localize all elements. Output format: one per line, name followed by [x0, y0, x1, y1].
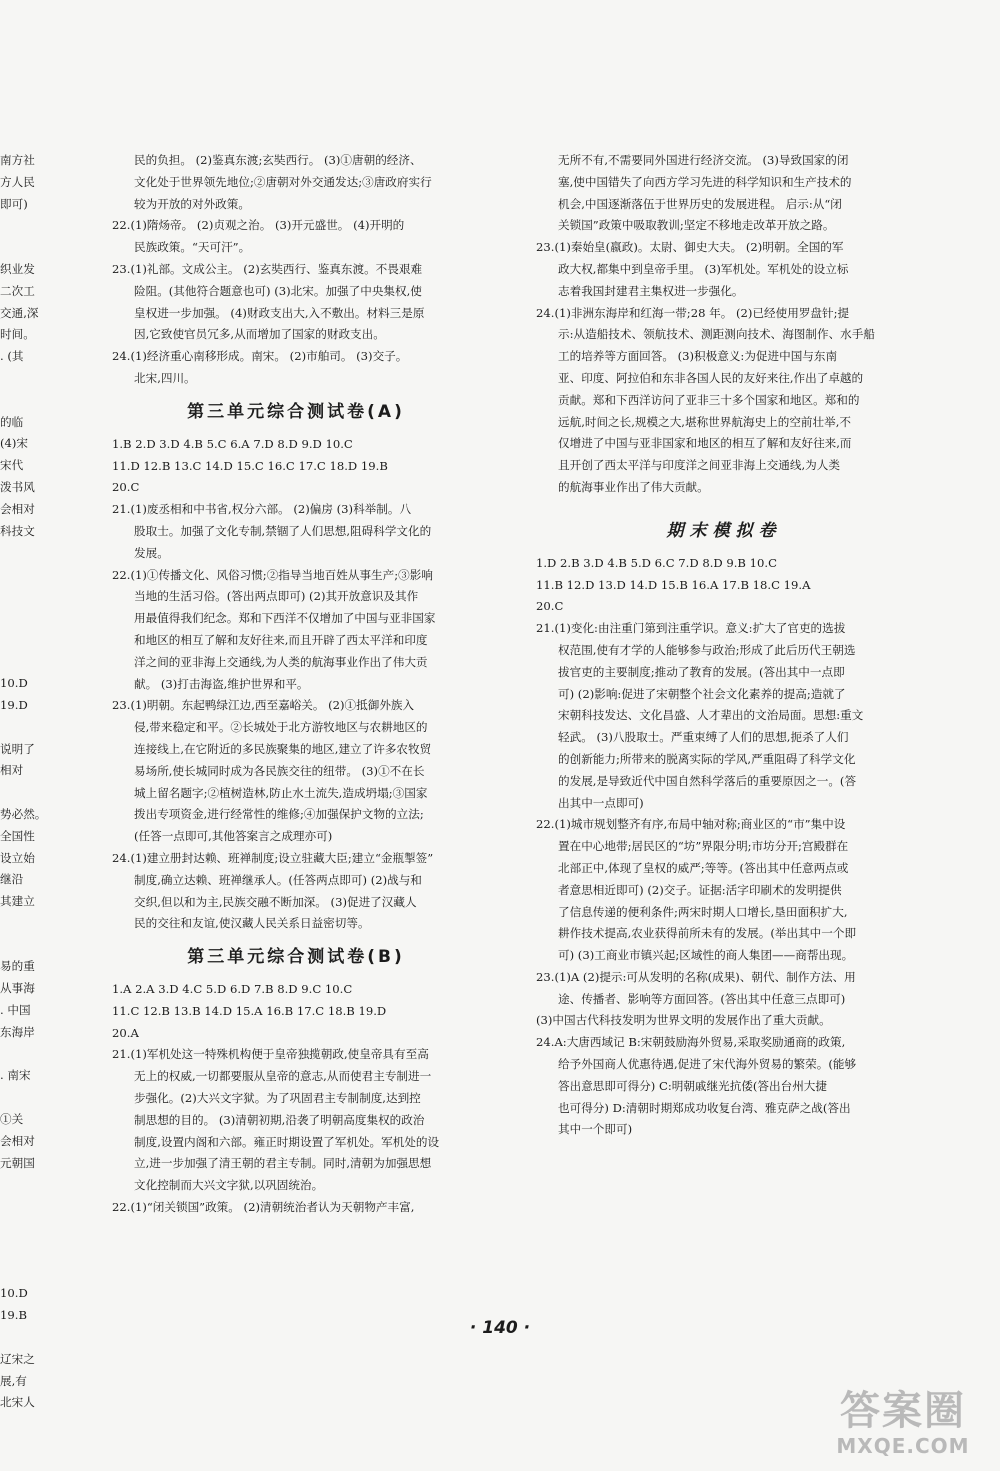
left-fragment-line: ①关 [0, 1112, 24, 1127]
text-line: 志着我国封建君主集权进一步强化。 [558, 283, 744, 298]
text-line: 20.A [112, 1025, 139, 1040]
text-line: 11.C 12.B 13.B 14.D 15.A 16.B 17.C 18.B 19.D [112, 1003, 387, 1018]
text-line: 21.(1)军机处这一特殊机构便于皇帝独揽朝政,使皇帝具有至高 [112, 1047, 429, 1062]
left-fragment-line: 辽宋之 [0, 1351, 35, 1366]
text-line: 和地区的相互了解和友好往来,而且开辟了西太平洋和印度 [134, 632, 428, 647]
left-fragment-line: 二次工 [0, 283, 35, 298]
text-line: 侵,带来稳定和平。②长城处于北方游牧地区与农耕地区的 [134, 720, 428, 735]
text-line: 的发展,是导致近代中国自然科学落后的重要原因之一。(答 [558, 773, 857, 788]
left-fragment-line: 宋代 [0, 458, 24, 473]
left-fragment-line: 10.D [0, 1286, 28, 1301]
left-fragment-line [0, 782, 52, 804]
left-fragment-line [0, 1196, 52, 1218]
text-line: 仅增进了中国与亚非国家和地区的相互了解和友好往来,而 [558, 436, 852, 451]
left-fragment-line: 展,有 [0, 1373, 27, 1388]
text-line: 文化控制而大兴文字狱,以巩固统治。 [134, 1178, 324, 1193]
left-fragment-line [0, 651, 52, 673]
text-line: 贡献。郑和下西洋访问了亚非三十多个国家和地区。郑和的 [558, 392, 860, 407]
text-line: 给予外国商人优惠待遇,促进了宋代海外贸易的繁荣。(能够 [558, 1057, 857, 1072]
text-line: 24.(1)经济重心南移形成。南宋。 (2)市舶司。 (3)交子。 [112, 349, 408, 364]
text-line: 途、传播者、影响等方面回答。(答出其中任意三点即可) [558, 991, 846, 1006]
left-fragment-line [0, 1240, 52, 1262]
text-line: 险阻。(其他符合题意也可) (3)北宋。加强了中央集权,使 [134, 283, 422, 298]
left-fragment-line: 交通,深 [0, 305, 39, 320]
left-fragment-line: (4)宋 [0, 436, 29, 451]
left-fragment-line [0, 390, 52, 412]
left-fragment-line: 全国性 [0, 828, 35, 843]
text-line: 文化处于世界领先地位;②唐朝对外交通发达;③唐政府实行 [134, 174, 432, 189]
text-line: 献。 (3)打击海盗,维护世界和平。 [134, 676, 309, 691]
text-line: 11.D 12.B 13.C 14.D 15.C 16.C 17.C 18.D 19.B [112, 458, 388, 473]
left-fragment-line: 会相对 [0, 501, 35, 516]
heading-unit3-test-b: 第三单元综合测试卷(B) [187, 947, 405, 968]
text-line: 者意思相近即可) (2)交子。证据:活字印刷术的发明提供 [558, 882, 842, 897]
col1-block-sui-song [112, 215, 480, 389]
text-line: 民的交往和友谊,使汉藏人民关系日益密切等。 [134, 916, 370, 931]
text-line: 立,进一步加强了清王朝的君主专制。同时,清朝为加强思想 [134, 1156, 432, 1171]
left-fragment-line: 方人民 [0, 174, 35, 189]
text-line: 23.(1)礼部。文成公主。 (2)玄奘西行、鉴真东渡。不畏艰难 [112, 261, 423, 276]
text-line: 22.(1)城市规划整齐有序,布局中轴对称;商业区的“市”集中设 [536, 817, 846, 832]
text-line: 20.C [112, 480, 140, 495]
text-line: 的航海事业作出了伟大贡献。 [558, 479, 709, 494]
text-line: 且开创了西太平洋与印度洋之间亚非海上交通线,为人类 [558, 458, 840, 473]
text-line: 24.(1)建立册封达赖、班禅制度;设立驻藏大臣;建立“金瓶掣签” [112, 850, 434, 865]
left-fragment-line [0, 237, 52, 259]
col2-block-final-exam [536, 553, 912, 1142]
text-line: 答出意思即可得分) C:明朝戚继光抗倭(答出台州大捷 [558, 1078, 827, 1093]
text-line: 宋朝科技发达、文化昌盛、人才辈出的文治局面。思想:重文 [558, 708, 864, 723]
text-line: 轻武。 (3)八股取士。严重束缚了人们的思想,扼杀了人们 [558, 730, 849, 745]
left-fragment-line: 设立始 [0, 850, 35, 865]
text-line: 制思想的目的。 (3)清朝初期,沿袭了明朝高度集权的政治 [134, 1112, 425, 1127]
text-line: 耕作技术提高,农业获得前所未有的发展。(举出其中一个即 [558, 926, 857, 941]
left-fragment-line [0, 1044, 52, 1066]
text-line: 北部正中,体现了皇权的威严;等等。(答出其中任意两点或 [558, 860, 849, 875]
text-line: 民的负担。 (2)鉴真东渡;玄奘西行。 (3)①唐朝的经济、 [134, 153, 422, 167]
text-line: 21.(1)变化:由注重门第到注重学识。意义:扩大了官吏的选拔 [536, 621, 846, 636]
text-line: 塞,使中国错失了向西方学习先进的科学知识和生产技术的 [558, 174, 852, 189]
left-fragment-line [0, 630, 52, 652]
text-line: 其中一个即可) [558, 1122, 633, 1137]
text-line: 较为开放的对外政策。 [134, 196, 250, 211]
left-column-fragment [0, 150, 52, 1414]
text-line: 可) (3)工商业市镇兴起;区域性的商人集团——商帮出现。 [558, 948, 854, 963]
heading-final-mock-exam: 期末模拟卷 [666, 520, 782, 541]
text-line: 股取士。加强了文化专制,禁锢了人们思想,阻碍科学文化的 [134, 523, 432, 538]
left-fragment-line: 19.B [0, 1308, 27, 1323]
text-line: 亚、印度、阿拉伯和东非各国人民的友好来往,作出了卓越的 [558, 370, 864, 385]
left-fragment-line: 元朝国 [0, 1155, 35, 1170]
text-line: 政大权,都集中到皇帝手里。 (3)军机处。军机处的设立标 [558, 261, 849, 276]
left-fragment-line [0, 215, 52, 237]
left-fragment-line: 继沿 [0, 872, 24, 887]
text-line: 示:从造船技术、领航技术、测距测向技术、海图制作、水手船 [558, 327, 875, 342]
left-fragment-line [0, 913, 52, 935]
heading-unit3-test-a: 第三单元综合测试卷(A) [187, 401, 405, 422]
left-fragment-line: 南方社 [0, 153, 35, 167]
left-fragment-line: 即可) [0, 196, 28, 211]
watermark-text: 答案圈 [840, 1388, 966, 1434]
text-line: 11.B 12.D 13.D 14.D 15.B 16.A 17.B 18.C 19.A [536, 577, 811, 592]
text-line: 洋之间的亚非海上交通线,为人类的航海事业作出了伟大贡 [134, 654, 428, 669]
text-line: 22.(1)①传播文化、风俗习惯;②指导当地百姓从事生产;③影响 [112, 567, 433, 582]
left-fragment-line [0, 935, 52, 957]
text-line: 拨出专项资金,进行经常性的维修;④加强保护文物的立法; [134, 807, 424, 822]
col1-block-test-a [112, 434, 480, 935]
text-line: 发展。 [134, 545, 169, 560]
text-line: 远航,时间之长,规模之大,堪称世界航海史上的空前壮举,不 [558, 414, 851, 429]
text-line: 的创新能力;所带来的脱离实际的学风,严重阻碍了科学文化 [558, 751, 856, 766]
left-fragment-line: . 中国 [0, 1003, 31, 1018]
text-line: 制度,设置内阁和六部。雍正时期设置了军机处。军机处的设 [134, 1134, 440, 1149]
text-line: 也可得分) D:清朝时期郑成功收复台湾、雅克萨之战(答出 [558, 1100, 851, 1115]
text-line: 24.(1)非洲东海岸和红海一带;28 年。 (2)已经使用罗盘针;提 [536, 305, 850, 320]
left-fragment-line: 相对 [0, 763, 24, 778]
right-column [536, 150, 912, 1141]
left-fragment-line: 从事海 [0, 981, 35, 996]
text-line: 无所不有,不需要同外国进行经济交流。 (3)导致国家的闭 [558, 153, 849, 167]
page-number: · 140 · [469, 1318, 531, 1338]
text-line: 置在中心地带;居民区的“坊”界限分明;市坊分开;宫殿群在 [558, 839, 849, 854]
text-line: 连接线上,在它附近的多民族聚集的地区,建立了许多农牧贸 [134, 741, 432, 756]
text-line: 皇权进一步加强。 (4)财政支出大,入不敷出。材料三是原 [134, 305, 425, 320]
left-fragment-line: 东海岸 [0, 1024, 35, 1039]
left-fragment-line [0, 368, 52, 390]
text-line: 20.C [536, 599, 564, 614]
left-fragment-line: 科技文 [0, 523, 35, 538]
col1-block-tang [112, 150, 480, 215]
text-line: 民族政策。“天可汗”。 [134, 240, 251, 255]
text-line: 21.(1)废丞相和中书省,权分六部。 (2)偏房 (3)科举制。八 [112, 502, 412, 517]
left-fragment-line: 泼书风 [0, 479, 35, 494]
left-fragment-line: 的临 [0, 414, 24, 429]
text-line: 22.(1)“闭关锁国”政策。 (2)清朝统治者认为天朝物产丰富, [112, 1200, 415, 1215]
text-line: 权范围,使有才学的人能够参与政治;形成了此后历代王朝选 [558, 642, 856, 657]
left-fragment-line [0, 564, 52, 586]
text-line: 易场所,使长城同时成为各民族交往的纽带。 (3)①不在长 [134, 763, 425, 778]
left-fragment-line: 北宋人 [0, 1395, 35, 1410]
text-line: 步强化。(2)大兴文字狱。为了巩固君主专制制度,达到控 [134, 1091, 421, 1106]
text-line: 制度,确立达赖、班禅继承人。(任答两点即可) (2)战与和 [134, 872, 422, 887]
left-fragment-line: . (其 [0, 349, 24, 364]
left-fragment-line [0, 1087, 52, 1109]
left-fragment-line: 势必然。 [0, 806, 47, 821]
text-line: 机会,中国逐渐落伍于世界历史的发展进程。 启示:从“闭 [558, 196, 842, 211]
text-line: 23.(1)A (2)提示:可从发明的名称(成果)、朝代、制作方法、用 [536, 969, 856, 984]
left-fragment-line [0, 542, 52, 564]
left-fragment-line: 易的重 [0, 959, 35, 974]
middle-column [112, 150, 480, 1219]
text-line: 23.(1)秦始皇(嬴政)。太尉、御史大夫。 (2)明朝。全国的军 [536, 240, 844, 255]
text-line: 因,它致使官员冗多,从而增加了国家的财政支出。 [134, 327, 385, 342]
left-fragment-line: 织业发 [0, 261, 35, 276]
text-line: 用最值得我们纪念。郑和下西洋不仅增加了中国与亚非国家 [134, 611, 436, 626]
text-line: 1.B 2.D 3.D 4.B 5.C 6.A 7.D 8.D 9.D 10.C [112, 436, 353, 451]
text-line: 无上的权威,一切都要服从皇帝的意志,从而使君主专制进一 [134, 1069, 432, 1084]
left-fragment-line [0, 1327, 52, 1349]
left-fragment-line: . 南宋 [0, 1068, 31, 1083]
left-fragment-line [0, 608, 52, 630]
watermark-url: MXQE.COM [836, 1434, 970, 1458]
watermark-logo [818, 1388, 988, 1468]
text-line: 关锁国”政策中吸取教训;坚定不移地走改革开放之路。 [558, 218, 835, 233]
left-fragment-line: 说明了 [0, 741, 35, 756]
left-fragment-line [0, 1262, 52, 1284]
text-line: 1.A 2.A 3.D 4.C 5.D 6.D 7.B 8.D 9.C 10.C [112, 982, 353, 997]
col1-block-test-b [112, 979, 480, 1219]
left-fragment-line: 时间。 [0, 327, 35, 342]
left-fragment-line [0, 1218, 52, 1240]
text-line: 可) (2)影响:促进了宋朝整个社会文化素养的提高;造就了 [558, 686, 846, 701]
left-fragment-line [0, 717, 52, 739]
text-line: 1.D 2.B 3.D 4.B 5.D 6.C 7.D 8.D 9.B 10.C [536, 555, 777, 570]
text-line: 当地的生活习俗。(答出两点即可) (2)其开放意识及其作 [134, 589, 419, 604]
text-line: 城上留名题字;②植树造林,防止水土流失,造成坍塌;③国家 [134, 785, 428, 800]
text-line: 拔官吏的主要制度;推动了教育的发展。(答出其中一点即 [558, 664, 845, 679]
col2-block-closed-door [536, 150, 912, 499]
left-fragment-line: 10.D [0, 676, 28, 691]
text-line: 交织,但以和为主,民族交融不断加深。 (3)促进了汉藏人 [134, 894, 417, 909]
left-fragment-line [0, 586, 52, 608]
text-line: 北宋,四川。 [134, 370, 196, 385]
text-line: 工的培养等方面回答。 (3)积极意义:为促进中国与东南 [558, 349, 838, 364]
text-line: 22.(1)隋炀帝。 (2)贞观之治。 (3)开元盛世。 (4)开明的 [112, 218, 405, 233]
left-fragment-line: 19.D [0, 697, 28, 712]
text-line: 24.A:大唐西域记 B:宋朝鼓励海外贸易,采取奖励通商的政策, [536, 1035, 846, 1050]
left-fragment-line [0, 1174, 52, 1196]
text-line: 了信息传递的便利条件;两宋时期人口增长,垦田面积扩大, [558, 904, 848, 919]
left-fragment-line: 会相对 [0, 1133, 35, 1148]
text-line: 23.(1)明朝。东起鸭绿江边,西至嘉峪关。 (2)①抵御外族入 [112, 698, 415, 713]
text-line: (3)中国古代科技发明为世界文明的发展作出了重大贡献。 [536, 1013, 831, 1028]
text-line: 出其中一点即可) [558, 795, 644, 810]
text-line: (任答一点即可,其他答案言之成理亦可) [134, 829, 333, 844]
left-fragment-line: 其建立 [0, 894, 35, 909]
